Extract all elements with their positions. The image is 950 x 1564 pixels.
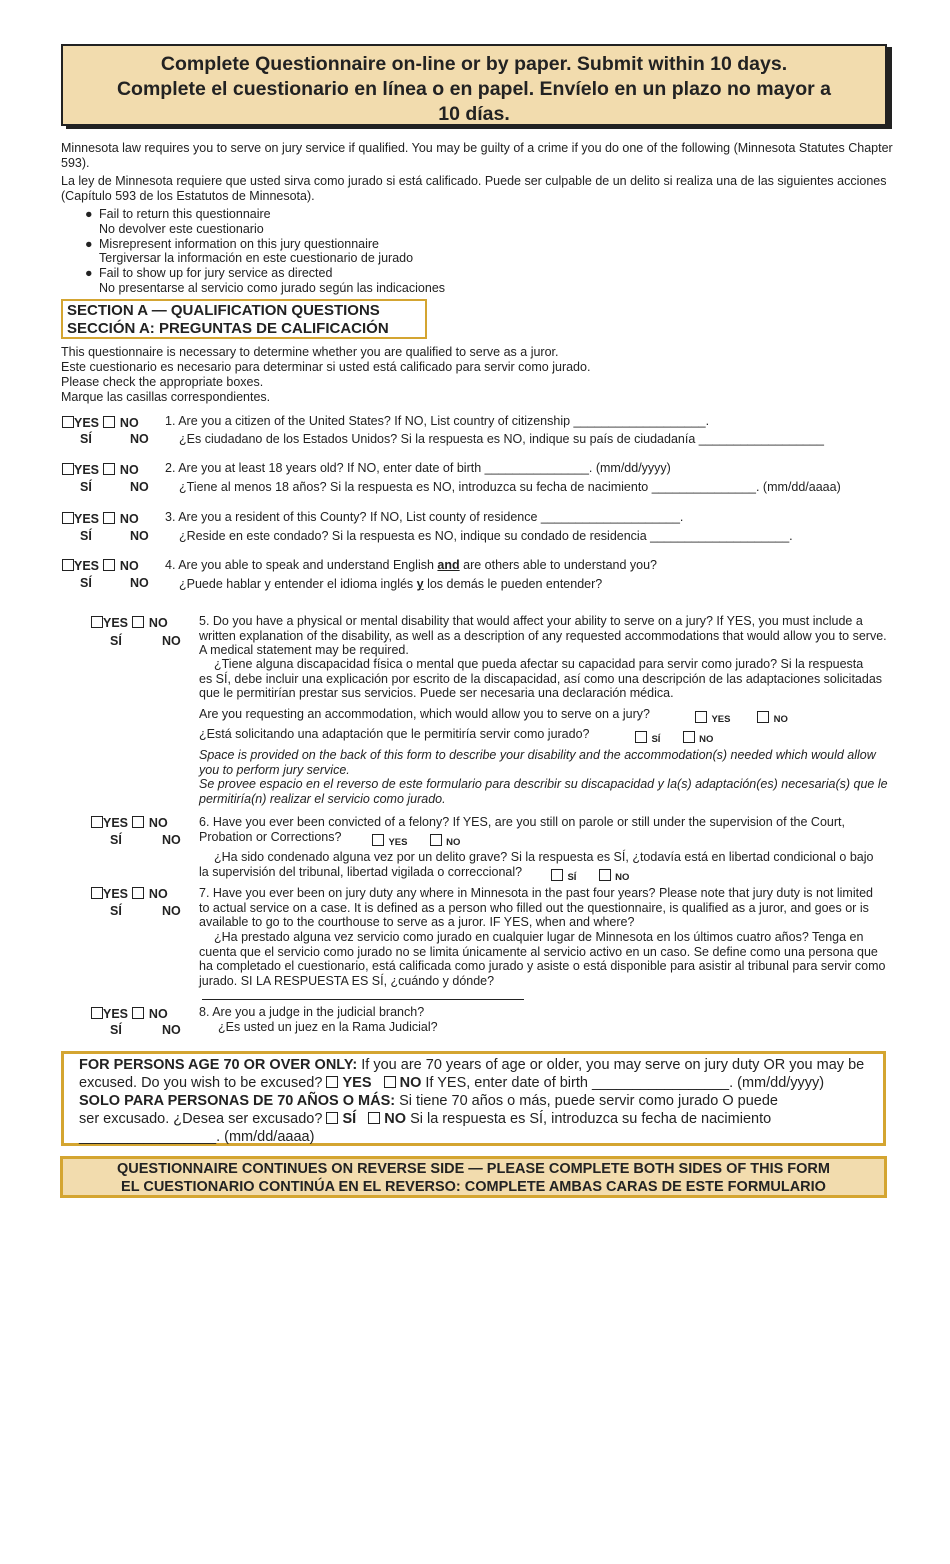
continue-reverse-notice: QUESTIONNAIRE CONTINUES ON REVERSE SIDE — PLEASE COMPLETE BOTH SIDES OF THIS FORM EL CUESTIONARIO CONTINÚA EN EL REVERSO: COMPLETE AMBAS CARAS DE ESTE FORMULARIO: [60, 1156, 887, 1198]
q5-note: Space is provided on the back of this form to describe your disability and the accommodation(s) needed which would allow you to perform jury service. Se provee espacio en el reverso de este formulario para describir su discapacidad y la(s) adaptación(es) necesaria(s) que le permitiría(n) realizar el servicio como jurado.: [199, 748, 888, 806]
intro-spanish: [61, 174, 901, 203]
bullet-icon: ●: [85, 207, 93, 221]
q8-si-label: SÍ: [110, 1023, 122, 1037]
q7-answer: YES NO: [91, 885, 168, 903]
section-title-es: SECCIÓN A: PREGUNTAS DE CALIFICACIÓN: [67, 320, 389, 337]
q6-yes-checkbox[interactable]: [91, 816, 103, 828]
q8-yes-checkbox[interactable]: [91, 1007, 103, 1019]
q2-yes-checkbox[interactable]: [62, 463, 74, 475]
q6-sup-yes-checkbox[interactable]: [372, 834, 384, 846]
list-item-translation: No presentarse al servicio como jurado según las indicaciones: [99, 280, 446, 295]
q7-text-es: ¿Ha prestado alguna vez servicio como jurado en cualquier lugar de Minnesota en los últimos cuatro años? Tenga en cuenta que el servicio como jurado no se limita únicamente al servicio activo en un caso. Se define como una persona que ha completado el cuestionario, está calificada como jurado y asiste o está disponible para asistir al tribunal para servir como jurado. SI LA RESPUESTA ES SÍ, ¿cuándo y dónde?: [199, 930, 886, 988]
q2-answer: YES NO: [62, 461, 139, 479]
list-item: ● Misrepresent information on this jury questionnaire: [85, 236, 379, 251]
q8-no-label-es: NO: [162, 1023, 181, 1037]
q8-text-en: 8. Are you a judge in the judicial branch?: [199, 1005, 425, 1019]
q3-no-checkbox[interactable]: [103, 512, 115, 524]
q4-no-label-es: NO: [130, 576, 149, 590]
q6-text-es: ¿Ha sido condenado alguna vez por un delito grave? Si la respuesta es SÍ, ¿todavía está en libertad condicional o bajo la supervisión del tribunal, libertad vigilada o correccional?: [199, 850, 874, 879]
q7-no-checkbox[interactable]: [132, 887, 144, 899]
q6-supervision-answer: YES NO: [372, 832, 460, 850]
q4-answer: YES NO: [62, 557, 139, 575]
q6-si-label: SÍ: [110, 833, 122, 847]
q2-text-en: 2. Are you at least 18 years old? If NO, enter date of birth _______________. (mm/dd/yyyy): [165, 461, 671, 475]
q7-yes-checkbox[interactable]: [91, 887, 103, 899]
q5-text-en: 5. Do you have a physical or mental disability that would affect your ability to serve on a jury? If YES, you must include a written explanation of the disability, as well as a description of any requested accommodations that would allow you to serve. A medical statement may be required.: [199, 614, 887, 658]
q6-sup-no-es-checkbox[interactable]: [599, 869, 611, 881]
q3-text-en: 3. Are you a resident of this County? If NO, List county of residence ____________________.: [165, 510, 684, 524]
q2-no-label-es: NO: [130, 480, 149, 494]
q4-no-checkbox[interactable]: [103, 559, 115, 571]
q5-si-label: SÍ: [110, 634, 122, 648]
section-description: This questionnaire is necessary to determine whether you are qualified to serve as a juror. Este cuestionario es necesario para determinar si usted está calificado para servir como jurado. Please check the appropriate boxes. Marque las casillas correspondientes.: [61, 345, 591, 404]
list-item-translation: Tergiversar la información en este cuestionario de jurado: [99, 251, 414, 266]
banner-line-1: Complete Questionnaire on-line or by paper. Submit within 10 days.: [160, 53, 788, 75]
q3-yes-checkbox[interactable]: [62, 512, 74, 524]
q6-supervision-answer-es: SÍ NO: [551, 867, 629, 885]
q7-no-label-es: NO: [162, 904, 181, 918]
q5-accommodation-es: ¿Está solicitando una adaptación que le permitiría servir como jurado?: [199, 727, 590, 741]
q5-answer: YES NO: [91, 614, 168, 632]
banner-line-2: Complete el cuestionario en línea o en papel. Envíelo en un plazo no mayor a: [116, 78, 832, 100]
q1-yes-checkbox[interactable]: [62, 416, 74, 428]
list-item-translation: No devolver este cuestionario: [99, 221, 264, 236]
list-item: ● Fail to return this questionnaire: [85, 207, 271, 221]
q4-si-label: SÍ: [80, 576, 92, 590]
q6-no-checkbox[interactable]: [132, 816, 144, 828]
q1-text-en: 1. Are you a citizen of the United States? If NO, List country of citizenship ___________________.: [165, 414, 710, 428]
bullet-icon: ●: [85, 236, 93, 251]
instruction-banner: [61, 44, 887, 126]
q5-accommodation-answer: YES NO: [695, 709, 788, 727]
intro-english-line-2: 593).: [61, 155, 90, 170]
q8-no-checkbox[interactable]: [132, 1007, 144, 1019]
q4-text-es: ¿Puede hablar y entender el idioma inglés y los demás le pueden entender?: [179, 577, 603, 591]
q5-acc-no-checkbox[interactable]: [757, 711, 769, 723]
q5-acc-si-checkbox[interactable]: [635, 731, 647, 743]
q7-text-en: 7. Have you ever been on jury duty any where in Minnesota in the past four years? Please note that jury duty is not limited to actual service on a case. It is defined as a person who filled out the questionnaire, is qualified as a juror, and goes or is available to go to the courthouse to serve as a juror. IF YES, when and where?: [199, 886, 873, 930]
q5-no-label-es: NO: [162, 634, 181, 648]
intro-english-line-1: Minnesota law requires you to serve on jury service if qualified. You may be guilty of a crime if you do one of the following (Minnesota Statutes Chapter: [61, 141, 893, 155]
q6-sup-no-checkbox[interactable]: [430, 834, 442, 846]
q1-text-es: ¿Es ciudadano de los Estados Unidos? Si la respuesta es NO, indique su país de ciudadanía __________________: [179, 432, 824, 446]
q3-answer: YES NO: [62, 510, 139, 528]
q2-no-checkbox[interactable]: [103, 463, 115, 475]
q4-text-en: 4. Are you able to speak and understand English and are others able to understand you?: [165, 558, 658, 572]
age70-yes-checkbox[interactable]: [326, 1076, 338, 1088]
q3-si-label: SÍ: [80, 529, 92, 543]
q2-text-es: ¿Tiene al menos 18 años? Si la respuesta es NO, introduzca su fecha de nacimiento _______________. (mm/dd/aaaa): [179, 480, 841, 494]
q2-si-label: SÍ: [80, 480, 92, 494]
q6-sup-si-checkbox[interactable]: [551, 869, 563, 881]
age70-no-es-checkbox[interactable]: [368, 1112, 380, 1124]
age70-si-checkbox[interactable]: [326, 1112, 338, 1124]
q6-answer: YES NO: [91, 814, 168, 832]
q5-text-es: ¿Tiene alguna discapacidad física o mental que pueda afectar su capacidad para servir como jurado? Si la respuesta es SÍ, debe incluir una explicación por escrito de la discapacidad, así como una descripción de las adaptaciones solicitadas que le permitirían prestar sus servicios. Puede ser necesaria una declaración médica.: [199, 657, 883, 701]
q5-yes-checkbox[interactable]: [91, 616, 103, 628]
q5-acc-no-es-checkbox[interactable]: [683, 731, 695, 743]
q7-si-label: SÍ: [110, 904, 122, 918]
age70-no-checkbox[interactable]: [384, 1076, 396, 1088]
section-title-en: SECTION A — QUALIFICATION QUESTIONS: [67, 302, 380, 319]
q5-accommodation-answer-es: SÍ NO: [635, 729, 713, 747]
q3-no-label-es: NO: [130, 529, 149, 543]
q5-no-checkbox[interactable]: [132, 616, 144, 628]
q7-answer-line[interactable]: [202, 999, 524, 1000]
intro-spanish-line-1: La ley de Minnesota requiere que usted sirva como jurado si está calificado. Puede ser culpable de un delito si realiza una de las siguientes acciones: [61, 174, 887, 188]
intro-english: [61, 141, 901, 170]
q8-text-es: ¿Es usted un juez en la Rama Judicial?: [218, 1020, 438, 1034]
q3-text-es: ¿Reside en este condado? Si la respuesta es NO, indique su condado de residencia ____________________.: [179, 529, 793, 543]
banner-line-3: 10 días.: [438, 103, 510, 125]
penalty-list: [85, 207, 445, 296]
q1-no-label-es: NO: [130, 432, 149, 446]
q5-accommodation-en: Are you requesting an accommodation, which would allow you to serve on a jury?: [199, 707, 650, 721]
q1-si-label: SÍ: [80, 432, 92, 446]
q4-yes-checkbox[interactable]: [62, 559, 74, 571]
q6-no-label-es: NO: [162, 833, 181, 847]
intro-spanish-line-2: (Capítulo 593 de los Estatutos de Minnesota).: [61, 188, 315, 203]
q5-acc-yes-checkbox[interactable]: [695, 711, 707, 723]
section-a-heading: [61, 299, 427, 339]
q1-answer: YES NO: [62, 414, 139, 432]
q6-text-en: 6. Have you ever been convicted of a felony? If YES, are you still on parole or still under the supervision of the Court, Probation or Corrections?: [199, 815, 845, 844]
age-70-excusal-box: FOR PERSONS AGE 70 OR OVER ONLY: If you are 70 years of age or older, you may serve on jury duty OR you may be excused. Do you wish to be excused? YES NO If YES, enter date of birth _________________. (mm/dd/yyyy) SOLO PARA PERSONAS DE 70 AÑOS O MÁS: Si tiene 70 años o más, puede servir como jurado O puede ser excusado. ¿Desea ser excusado? SÍ NO Si la respuesta es SÍ, introduzca su fecha de nacimiento _________________. (mm/dd/aaaa): [61, 1051, 886, 1146]
bullet-icon: ●: [85, 266, 93, 281]
q1-no-checkbox[interactable]: [103, 416, 115, 428]
q8-answer: YES NO: [91, 1005, 168, 1023]
list-item: ● Fail to show up for jury service as directed: [85, 266, 333, 281]
